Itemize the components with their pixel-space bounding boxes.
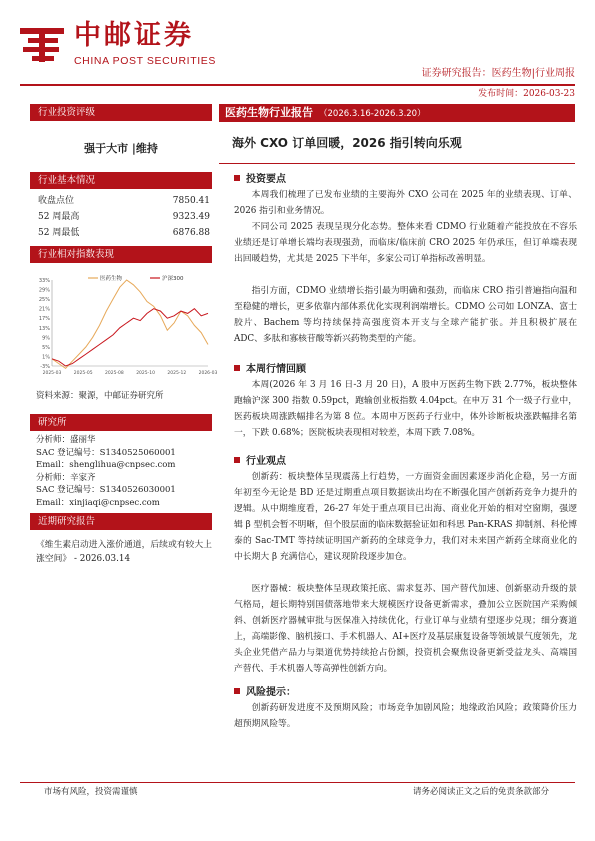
y-tick-label: 17% bbox=[38, 316, 50, 323]
recent-report-link[interactable]: 《维生素启动进入涨价通道，后续或有较大上涨空间》 - 2026.03.14 bbox=[36, 540, 212, 564]
x-tick-label: 2026-03 bbox=[198, 371, 218, 376]
page-title: 海外 CXO 订单回暖，2026 指引转向乐观 bbox=[232, 136, 462, 150]
y-tick-label: 29% bbox=[38, 287, 50, 294]
paragraph: 不同公司 2025 表现呈现分化态势。整体来看 CDMO 行业随着产能投放在不容乐业绩还是订单增长端均表现强劲，而临床/临床前 CRO 2025 年仍承压，但订单端表现出回暖趋势，尤其是 2025 下半年，多家公司订单指标改善明显。 bbox=[234, 222, 577, 264]
y-tick-label: 1% bbox=[42, 354, 50, 361]
stat-value: 7850.41 bbox=[172, 196, 210, 206]
recent-reports-heading: 近期研究报告 bbox=[30, 513, 212, 530]
y-tick-label: 33% bbox=[38, 278, 50, 284]
stat-value: 6876.88 bbox=[172, 228, 210, 238]
title-divider bbox=[219, 163, 575, 164]
report-date-range: （2026.3.16-2026.3.20） bbox=[319, 109, 426, 119]
section-heading-risk: 风险提示： bbox=[234, 686, 296, 700]
footer-disclaimer-note: 请务必阅读正文之后的免责条款部分 bbox=[412, 787, 549, 797]
y-tick-label: -3% bbox=[40, 364, 50, 370]
research-heading: 研究所 bbox=[30, 414, 212, 431]
x-tick-label: 2025-10 bbox=[136, 371, 156, 376]
paragraph: 指引方面，CDMO 业绩增长指引最为明确和强劲，而临床 CRO 指引普遍指向温和至稳健的增长，更多依靠内部体系优化实现利润端增长。CDMO 公司如 LONZA、富士胶片、Bachem 等均持续保持高强度资本开支与全球产能扩张。并且积极扩展在 ADC、多肽和寡核苷酸等新兴药物类型的产能。 bbox=[234, 286, 577, 344]
analyst-email[interactable]: Email：shenglihua@cnpsec.com bbox=[36, 460, 176, 470]
legend-label: 医药生物 bbox=[100, 276, 123, 282]
stat-label: 52 周最高 bbox=[38, 212, 80, 222]
x-tick-label: 2025-08 bbox=[104, 371, 124, 376]
x-tick-label: 2025-03 bbox=[42, 371, 62, 376]
stat-value: 9323.49 bbox=[172, 212, 210, 222]
y-tick-label: 13% bbox=[38, 325, 50, 332]
basics-heading: 行业基本情况 bbox=[30, 172, 212, 189]
report-category: 医药生物行业报告 bbox=[225, 106, 313, 119]
paragraph: 创新药研发进度不及预期风险；市场竞争加剧风险；地缘政治风险；政策降价压力超预期风险等。 bbox=[234, 703, 577, 729]
company-logo-icon bbox=[20, 22, 64, 66]
analyst-line: 分析师：盛丽华 bbox=[36, 435, 96, 445]
paragraph: 创新药：板块整体呈现震荡上行趋势，一方面资金面因素逐步消化企稳，另一方面年初至今无论是 BD 还是过期重点项目数据读出均在不断强化国产创新药竞争力提升的逻辑。从中期维度看，26-27 年处于重点项目已出海、商业化开始的相对空窗期，强逻辑 β 型机会暂不明晰，但个股层面的临床数据验证如和科思 Pan-KRAS 抑制剂、科伦博泰的 Sac-TMT 等持续证明国产新药的全球竞争力，我们对未来国产新药全球商业化的中长期大 β 充满信心，建议现阶段逐步加仓。 bbox=[234, 472, 577, 562]
chart-heading: 行业相对指数表现 bbox=[30, 246, 212, 263]
y-tick-label: 25% bbox=[38, 297, 50, 304]
report-type: 证券研究报告：医药生物|行业周报 bbox=[421, 68, 575, 79]
x-tick-label: 2025-05 bbox=[73, 371, 93, 376]
y-tick-label: 5% bbox=[42, 344, 50, 351]
relative-index-chart bbox=[30, 272, 218, 382]
section-heading-market: 本周行情回顾 bbox=[234, 363, 306, 377]
y-tick-label: 21% bbox=[38, 306, 50, 313]
company-name-en: CHINA POST SECURITIES bbox=[74, 55, 216, 67]
publish-time: 发布时间：2026-03-23 bbox=[478, 89, 575, 99]
analyst-line: SAC 登记编号：S1340526030001 bbox=[36, 485, 176, 495]
paragraph: 本周我们梳理了已发布业绩的主要海外 CXO 公司在 2025 年的业绩表现、订单、2026 指引和业务情况。 bbox=[234, 190, 577, 216]
section-heading-investment: 投资要点 bbox=[234, 173, 286, 187]
analyst-line: 分析师：辛家齐 bbox=[36, 472, 96, 483]
section-heading-viewpoint: 行业观点 bbox=[234, 455, 286, 469]
report-title-bar bbox=[219, 104, 575, 122]
series-line-pharma bbox=[52, 280, 208, 368]
paragraph: 医疗器械：板块整体呈现政策托底、需求复苏、国产替代加速、创新驱动升级的景气格局，超长期特别国债落地带来大规模医疗设备更新需求，叠加公立医院国产采购倾斜、创新医疗器械审批与医保准入持续优化，行业订单与业绩有望逐步兑现；细分赛道上，高端影像、脑机接口、手术机器人、AI+医疗及基层康复设备等领域景气度领先，龙头企业凭借产品力与渠道优势持续抢占份额，投资机会聚焦设备更新受益龙头、高端国产替代、手术机器人等高弹性创新方向。 bbox=[234, 584, 577, 674]
header-divider bbox=[20, 84, 575, 86]
industry-rating: 强于大市 |维持 bbox=[84, 142, 158, 155]
company-name-cn: 中邮证券 bbox=[74, 20, 194, 51]
x-tick-label: 2025-12 bbox=[167, 371, 187, 376]
stat-row-close bbox=[38, 193, 210, 209]
rating-heading: 行业投资评级 bbox=[30, 104, 212, 121]
bullet-square-icon bbox=[234, 688, 240, 694]
analyst-line: SAC 登记编号：S1340525060001 bbox=[36, 447, 176, 458]
bullet-square-icon bbox=[234, 175, 240, 181]
stat-label: 52 周最低 bbox=[38, 228, 80, 238]
legend-label: 沪深300 bbox=[162, 276, 184, 282]
analyst-email[interactable]: Email：xinjiaqi@cnpsec.com bbox=[36, 497, 160, 508]
bullet-square-icon bbox=[234, 457, 240, 463]
bullet-square-icon bbox=[234, 365, 240, 371]
footer-risk-note: 市场有风险，投资需谨慎 bbox=[44, 787, 138, 797]
chart-source: 资料来源：聚源，中邮证券研究所 bbox=[36, 391, 164, 401]
y-tick-label: 9% bbox=[42, 335, 50, 342]
stat-row-low bbox=[38, 225, 210, 241]
footer-divider bbox=[20, 782, 575, 783]
stat-row-high bbox=[38, 209, 210, 225]
stat-label: 收盘点位 bbox=[38, 196, 75, 206]
paragraph: 本周(2026 年 3 月 16 日-3 月 20 日)，A 股申万医药生物下跌 2.77%，板块整体跑输沪深 300 指数 0.59pct，跑输创业板指数 4.04pct。在申万 31 个一级子行业中，医药板块周涨跌幅排名为第 8 位。本周申万医药子行业中，体外诊断板块涨跌幅排名第一，下跌 0.68%；医院板块表现相对较差，本周下跌 7.08%。 bbox=[234, 380, 577, 438]
